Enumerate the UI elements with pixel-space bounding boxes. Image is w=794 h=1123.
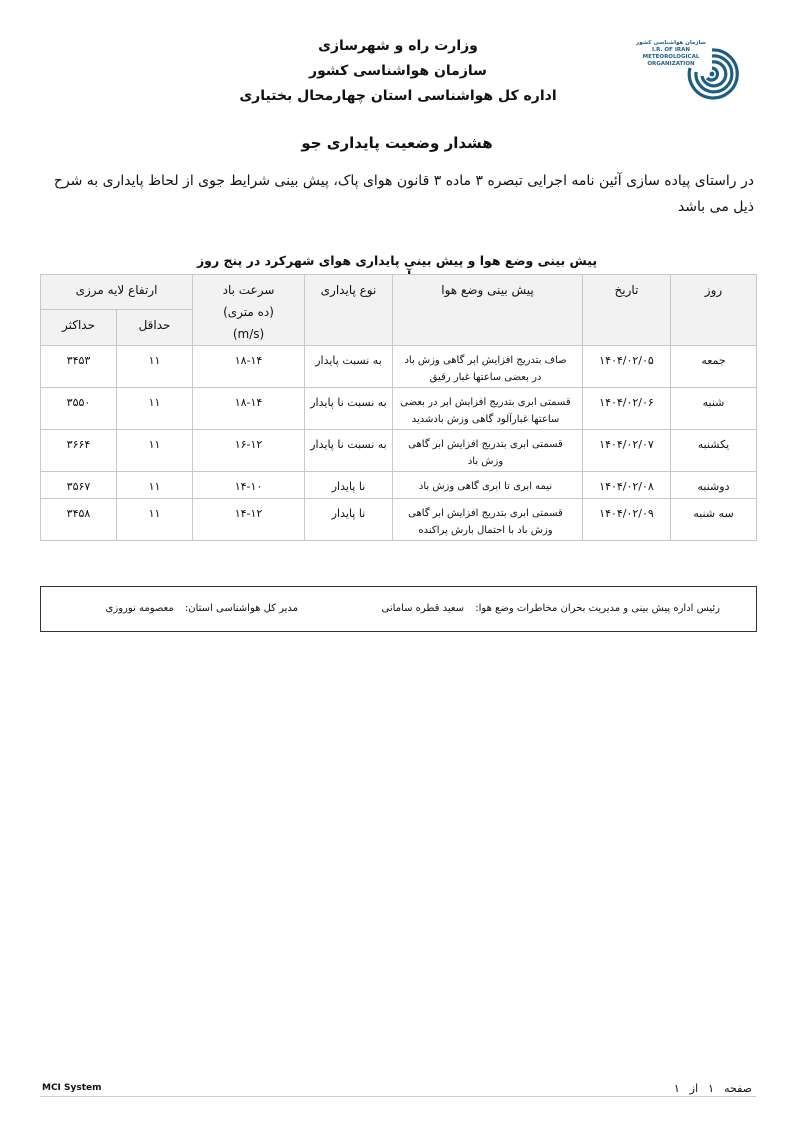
cell-date: ۱۴۰۴/۰۲/۰۹ <box>583 499 671 541</box>
cell-min: ۱۱ <box>117 346 193 388</box>
cell-date: ۱۴۰۴/۰۲/۰۵ <box>583 346 671 388</box>
page-label: صفحه <box>724 1082 752 1095</box>
cell-max: ۳۵۵۰ <box>41 388 117 430</box>
signature-role: مدیر کل هواشناسی استان: <box>184 603 298 614</box>
signature-name: معصومه نوروزی <box>105 603 174 614</box>
logo-text: سازمان هواشناسی کشور I.R. OF IRAN METEOROLOGICAL ORGANIZATION <box>636 40 706 67</box>
table-row <box>41 388 757 430</box>
cell-forecast: قسمتی ابری بتدریج افزایش ابر گاهی وزش باد با احتمال بارش پراکنده <box>393 499 583 541</box>
table-row <box>41 472 757 499</box>
page-number: ۱ <box>708 1082 715 1095</box>
cell-max: ۳۶۶۴ <box>41 430 117 472</box>
header-stability: نوع پایداری <box>305 275 393 346</box>
table-header-row <box>41 275 757 310</box>
cell-day: شنبه <box>671 388 757 430</box>
cell-wind: ۱۸-۱۴ <box>193 388 305 430</box>
signature-role: رئیس اداره پیش بینی و مدیریت بحران مخاطرات وضع هوا: <box>475 603 720 614</box>
document-title: هشدار وضعیت پایداری جو <box>301 134 493 152</box>
cell-date: ۱۴۰۴/۰۲/۰۸ <box>583 472 671 499</box>
cell-day: سه شنبه <box>671 499 757 541</box>
cell-date: ۱۴۰۴/۰۲/۰۷ <box>583 430 671 472</box>
logo-emblem-icon <box>682 38 742 114</box>
cell-stability: نا پایدار <box>305 472 393 499</box>
intro-paragraph: در راستای پیاده سازی آئین نامه اجرایی تبصره ۳ ماده ۳ قانون هوای پاک، پیش بینی شرایط جوی از لحاظ پایداری به شرح ذیل می باشد <box>53 173 754 215</box>
cell-min: ۱۱ <box>117 472 193 499</box>
footer-system-label: MCI System <box>42 1083 102 1093</box>
table-row <box>41 499 757 541</box>
cell-day: دوشنبه <box>671 472 757 499</box>
cell-forecast: نیمه ابری تا ابری گاهی وزش باد <box>393 472 583 499</box>
signature-forecast-head <box>382 603 720 614</box>
header-boundary-layer: ارتفاع لایه مرزی <box>41 275 193 310</box>
cell-day: جمعه <box>671 346 757 388</box>
signature-name: سعید قطره سامانی <box>381 603 465 614</box>
cell-wind: ۱۴-۱۲ <box>193 499 305 541</box>
forecast-table <box>40 274 757 541</box>
page-of-label: از <box>689 1082 699 1095</box>
footer-divider <box>40 1096 756 1097</box>
cell-wind: ۱۴-۱۰ <box>193 472 305 499</box>
header-block <box>220 34 576 109</box>
meteorological-organization-logo <box>632 38 742 114</box>
table-row <box>41 346 757 388</box>
cell-max: ۳۵۶۷ <box>41 472 117 499</box>
table-row <box>41 430 757 472</box>
table-title: پیش بینی وضع هوا و پیش بینی پایداری هوای شهرکرد در پنج روز <box>196 253 598 268</box>
header-max: حداکثر <box>41 309 117 345</box>
header-date: تاریخ <box>583 275 671 346</box>
cell-wind: ۱۸-۱۴ <box>193 346 305 388</box>
cell-stability: به نسبت نا پایدار <box>305 388 393 430</box>
header-min: حداقل <box>117 309 193 345</box>
cell-wind: ۱۶-۱۲ <box>193 430 305 472</box>
header-wind-speed: سرعت باد (ده متری) (m/s) <box>193 275 305 346</box>
header-forecast: پیش بینی وضع هوا <box>393 275 583 346</box>
cell-forecast: قسمتی ابری بتدریج افزایش ابر در بعضی ساعتها غبارآلود گاهی وزش بادشدید <box>393 388 583 430</box>
cell-min: ۱۱ <box>117 430 193 472</box>
organization-name: سازمان هواشناسی کشور <box>309 63 487 79</box>
cell-min: ۱۱ <box>117 499 193 541</box>
department-name: اداره کل هواشناسی استان چهارمحال بختیاری <box>239 88 557 104</box>
cell-day: یکشنبه <box>671 430 757 472</box>
cell-forecast: صاف بتدریج افزایش ابر گاهی وزش باد در بعضی ساعتها غبار رقیق <box>393 346 583 388</box>
cell-date: ۱۴۰۴/۰۲/۰۶ <box>583 388 671 430</box>
ministry-name: وزارت راه و شهرسازی <box>318 38 478 54</box>
footer-page-indicator <box>664 1082 752 1095</box>
cell-forecast: قسمتی ابری بتدریج افزایش ابر گاهی وزش باد <box>393 430 583 472</box>
cell-min: ۱۱ <box>117 388 193 430</box>
signature-director <box>106 603 298 614</box>
header-day: روز <box>671 275 757 346</box>
cell-stability: به نسبت نا پایدار <box>305 430 393 472</box>
page-total: ۱ <box>673 1082 680 1095</box>
signature-box <box>40 586 757 632</box>
cell-stability: نا پایدار <box>305 499 393 541</box>
cell-max: ۳۴۵۸ <box>41 499 117 541</box>
cell-max: ۳۴۵۳ <box>41 346 117 388</box>
cell-stability: به نسبت پایدار <box>305 346 393 388</box>
